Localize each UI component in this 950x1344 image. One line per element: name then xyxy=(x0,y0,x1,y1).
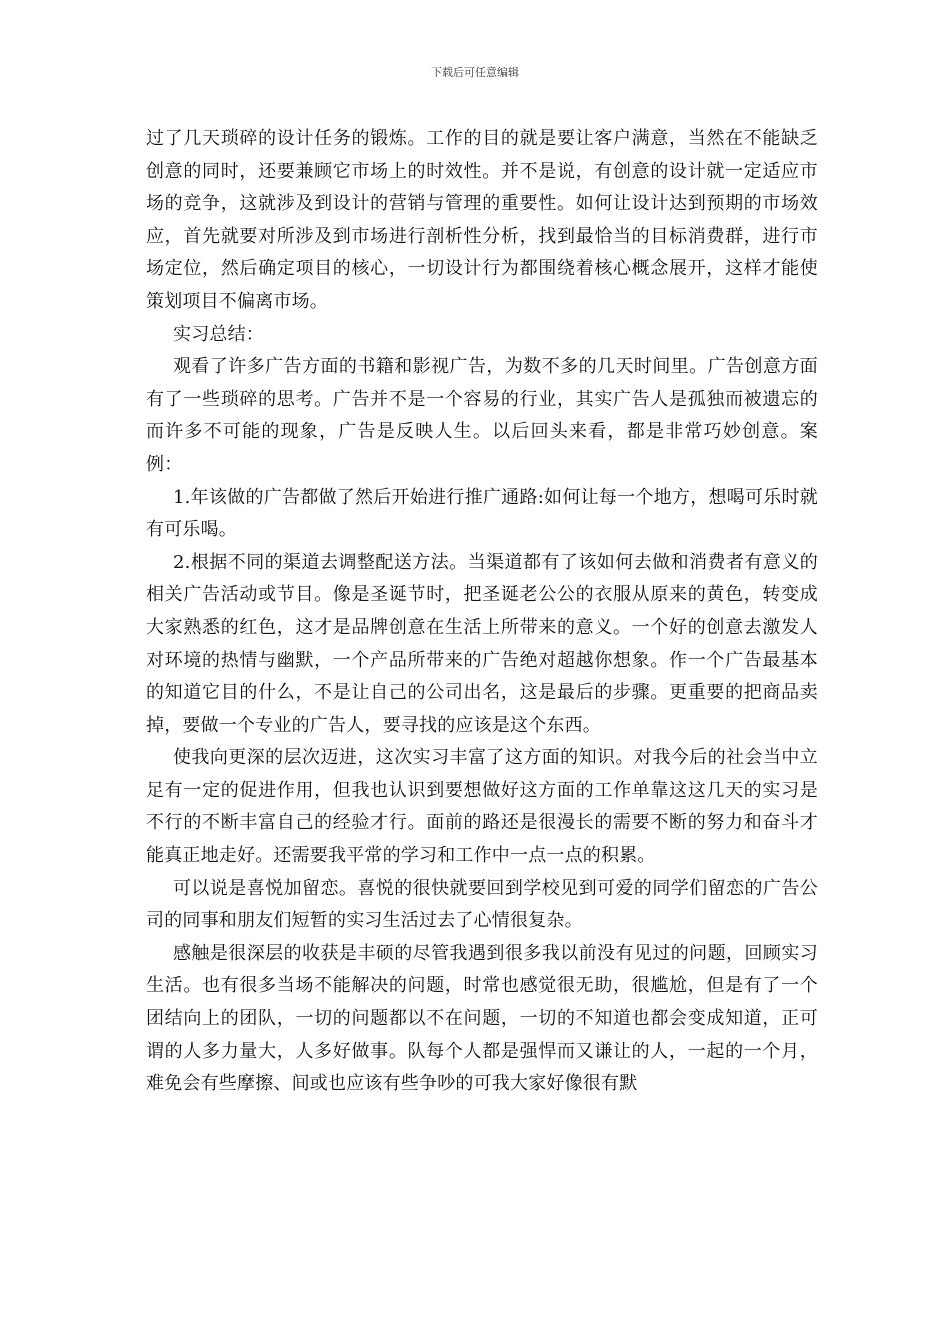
paragraph-case-2: 2.根据不同的渠道去调整配送方法。当渠道都有了该如何去做和消费者有意义的相关广告活动或节目。像是圣诞节时，把圣诞老公公的衣服从原来的黄色，转变成大家熟悉的红色，这才是品牌创意在生活上所带来的意义。一个好的创意去激发人对环境的热情与幽默，一个产品所带来的广告绝对超越你想象。作一个广告最基本的知道它目的什么，不是让自己的公司出名，这是最后的步骤。更重要的把商品卖掉，要做一个专业的广告人，要寻找的应该是这个东西。 xyxy=(146,551,818,736)
paragraph-case-1: 1.年该做的广告都做了然后开始进行推广通路:如何让每一个地方，想喝可乐时就有可乐喝。 xyxy=(146,486,818,541)
paragraph-design-practice: 过了几天琐碎的设计任务的锻炼。工作的目的就是要让客户满意，当然在不能缺乏创意的同时，还要兼顾它市场上的时效性。并不是说，有创意的设计就一定适应市场的竞争，这就涉及到设计的营销与管理的重要性。如何让设计达到预期的市场效应，首先就要对所涉及到市场进行剖析性分析，找到最恰当的目标消费群，进行市场定位，然后确定项目的核心，一切设计行为都围绕着核心概念展开，这样才能使策划项目不偏离市场。 xyxy=(146,128,818,312)
paragraph-feelings: 可以说是喜悦加留恋。喜悦的很快就要回到学校见到可爱的同学们留恋的广告公司的同事和朋友们短暂的实习生活过去了心情很复杂。 xyxy=(146,877,818,932)
document-body xyxy=(146,123,818,1101)
paragraph-summary-heading: 实习总结： xyxy=(173,323,264,345)
paragraph-team-experience: 感触是很深层的收获是丰硕的尽管我遇到很多我以前没有见过的问题，回顾实习生活。也有很多当场不能解决的问题，时常也感觉很无助，很尴尬，但是有了一个团结向上的团队，一切的问题都以不在问题，一切的不知道也都会变成知道，正可谓的人多力量大，人多好做事。队每个人都是强悍而又谦让的人，一起的一个月，难免会有些摩擦、间或也应该有些争吵的可我大家好像很有默 xyxy=(146,942,818,1095)
paragraph-ad-reflection: 观看了许多广告方面的书籍和影视广告，为数不多的几天时间里。广告创意方面有了一些琐碎的思考。广告并不是一个容易的行业，其实广告人是孤独而被遗忘的而许多不可能的现象，广告是反映人生。以后回头来看，都是非常巧妙创意。案例： xyxy=(146,356,818,475)
page-header-note: 下载后可任意编辑 xyxy=(431,66,519,79)
paragraph-knowledge-gain: 使我向更深的层次迈进，这次实习丰富了这方面的知识。对我今后的社会当中立足有一定的促进作用，但我也认识到要想做好这方面的工作单靠这这几天的实习是不行的不断丰富自己的经验才行。面前的路还是很漫长的需要不断的努力和奋斗才能真正地走好。还需要我平常的学习和工作中一点一点的积累。 xyxy=(146,747,818,867)
